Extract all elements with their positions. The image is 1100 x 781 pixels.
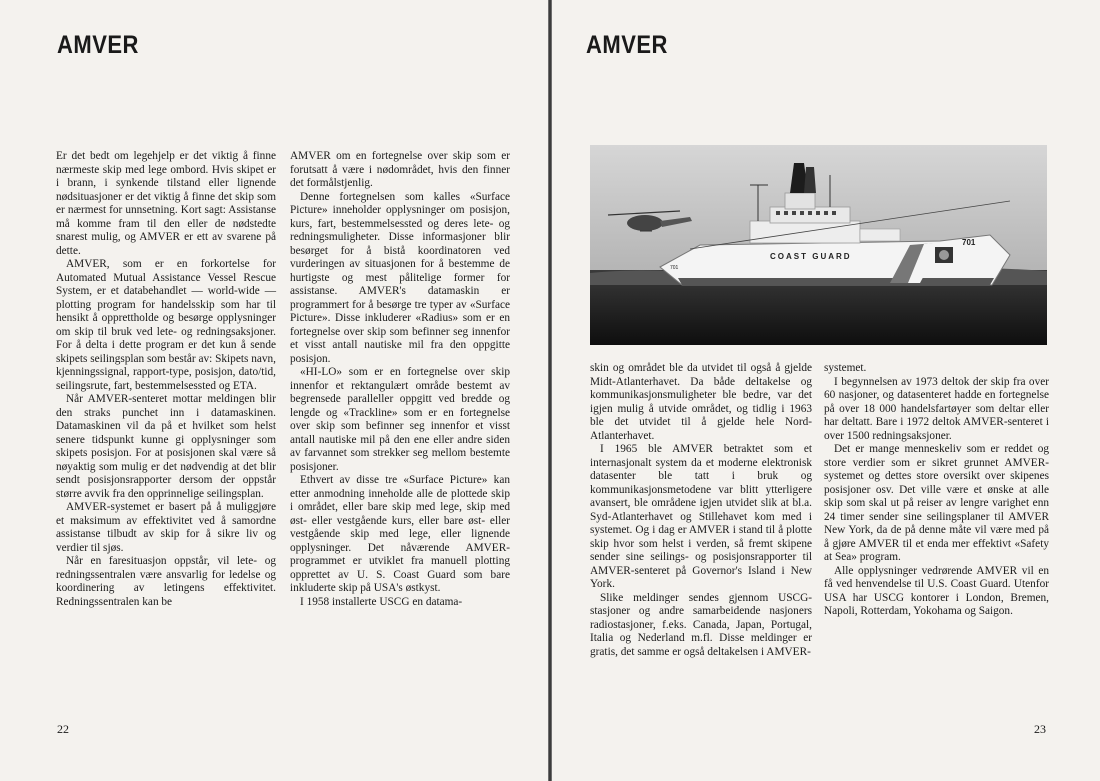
text-column-2 (290, 150, 510, 609)
paragraph: I 1958 installerte USCG en datama- (300, 595, 463, 608)
bow-number: 701 (962, 238, 976, 247)
paragraph: skin og området ble da utvidet til også å gjelde Midt-Atlanterhavet. Da både deltakelse og kommunikasjonsmuligheter ble bedre, var det igjen mulig å utvide området, og tidlig i 1963 ble det utvidet til å gjelde hele Nord-Atlanterhavet. (590, 362, 812, 442)
paragraph: I 1965 ble AMVER betraktet som et internasjonalt system da et moderne elektronisk datasenter ble tatt i bruk og kommunikasjonsmetodene var blitt ytterligere avansert, ble områdene igjen utvidet slik at bl.a. Syd-Atlanterhavet og Stillehavet kom med i systemet. Og i dag er AMVER i stand til å plotte skip hvor som helst i verden, så fremt skipene sender sine seilings- og posisjonsrapporter til AMVER-senteret på Governor's Island i New York. (590, 443, 812, 590)
page-number: 23 (1034, 722, 1046, 736)
text-column-1 (590, 362, 812, 659)
page-number: 22 (57, 722, 69, 736)
paragraph: Når en faresituasjon oppstår, vil lete- og redningssentralen være ansvarlig for ledelse og koordinering av letingens effektivitet. Redningssentralen kan be (56, 555, 276, 608)
stern-number: 701 (670, 265, 679, 271)
text-column-2 (824, 362, 1049, 619)
page-header: AMVER (57, 30, 139, 59)
coast-guard-ship-photo (590, 145, 1047, 345)
paragraph: Det er mange menneskeliv som er reddet og store verdier som er sikret grunnet AMVER-systemet og dettes store oversikt over skipenes posisjoner osv. Det ville være et ønske at alle skip som skal ut på reiser av lengre varighet enn 24 timer sender sine seilingsplaner til AMVER New York, da de på denne måte vil være med på å gjøre AMVER til et enda mer effektivt «Safety at Sea» program. (824, 443, 1049, 563)
page-header: AMVER (586, 30, 668, 59)
ship-illustration (590, 145, 1047, 345)
text-column-1 (56, 150, 276, 609)
left-page (0, 0, 548, 781)
paragraph: Når AMVER-senteret mottar meldingen blir den straks punchet inn i datamaskinen. Datamaskinen vil da på et hvilket som helst senere tidspunkt kunne gi opplysninger som skipets posisjon. For at posisjonen skal være så nøyaktig som mulig er det nødvendig at det blir sendt posisjonsrapporter dersom der oppstår større avvik fra den opprinnelige seilingsplan. (56, 393, 276, 500)
hull-text: COAST GUARD (770, 252, 852, 261)
paragraph: Ethvert av disse tre «Surface Picture» kan etter anmodning inneholde alle de plottede skip i området, eller bare skip med lege, skip med øst- eller vestgående kurs, eller bare øst- eller vestgående skip med lege, eller lignende opplysninger. Det nåværende AMVER-programmet er utviklet fra manuell plotting opprettet av U. S. Coast Guard som bare inkluderte skip på USA's østkyst. (290, 474, 510, 594)
paragraph: «HI-LO» som er en fortegnelse over skip innenfor et rektangulært område bestemt av begrensede paralleller oppgitt ved bredde og lengde og «Trackline» som er en fortegnelse over skip som befinner seg innenfor et visst antall nautiske mil på den ene eller andre siden av farvannet som strekker seg mellom bestemte posisjoner. (290, 366, 510, 473)
paragraph: I begynnelsen av 1973 deltok der skip fra over 60 nasjoner, og datasenteret hadde en fortegnelse på over 18 000 handelsfartøyer som deltar eller har deltatt. Bare i 1972 deltok AMVER-senteret i over 1500 redningsaksjoner. (824, 375, 1049, 442)
paragraph: AMVER, som er en forkortelse for Automated Mutual Assistance Vessel Rescue System, er et databehandlet — world-wide — plotting program for handelsskip som har til hensikt å opprettholde og besørge opplysninger om skip til bruk ved lete- og redningsaksjoner. For å delta i dette program er det kun å sende skipets seilingsplan som består av: Skipets navn, kjenningssignal, rapport-type, posisjon, dato/tid, seilingsrute, fart, bestemmelsessted og ETA. (56, 258, 276, 392)
paragraph: Denne fortegnelsen som kalles «Surface Picture» inneholder opplysninger om posisjon, kurs, fart, bestemmelsessted og deres lete- og redningsmuligheter. Disse informasjoner blir besørget for å bistå koordinatoren ved vurderingen av situasjonen for å bestemme de hurtigste og mest pålitelige former for assistanse. AMVER's datamaskin er programmert for å besørge tre typer av «Surface Picture». Disse inkluderer «Radius» som er en fortegnelse over skip som befinner seg innenfor et visst antall nautiske mil fra den oppgitte posisjon. (290, 190, 510, 365)
paragraph: Alle opplysninger vedrørende AMVER vil en få ved henvendelse til U.S. Coast Guard. Utenfor USA har USCG kontorer i London, Bremen, Napoli, Rotterdam, Yokohama og Saigon. (824, 564, 1049, 617)
right-page (552, 0, 1100, 781)
paragraph: Slike meldinger sendes gjennom USCG-stasjoner og andre samarbeidende nasjoners radiostasjoner, f.eks. Canada, Japan, Portugal, Italia og Nederland m.fl. Disse meldinger er gratis, det samme er også deltakelsen i AMVER- (590, 591, 812, 658)
paragraph: AMVER-systemet er basert på å muliggjøre et maksimum av effektivitet ved å samordne assistanse tilbudt av skip for å sikre liv og verdier til sjøs. (56, 501, 276, 554)
paragraph: AMVER om en fortegnelse over skip som er forutsatt å være i nødområdet, hvis den finner det formålstjenlig. (290, 150, 510, 189)
paragraph: Er det bedt om legehjelp er det viktig å finne nærmeste skip med lege ombord. Hvis skipet er i brann, i synkende tilstand eller lignende nødsituasjoner er det viktig å finne det skip som er nærmest for unnsetning. Kort sagt: Assistanse må komme fram til den eller de nødstedte snarest mulig, og AMVER er ett av svarene på dette. (56, 150, 276, 257)
paragraph: systemet. (824, 362, 867, 374)
